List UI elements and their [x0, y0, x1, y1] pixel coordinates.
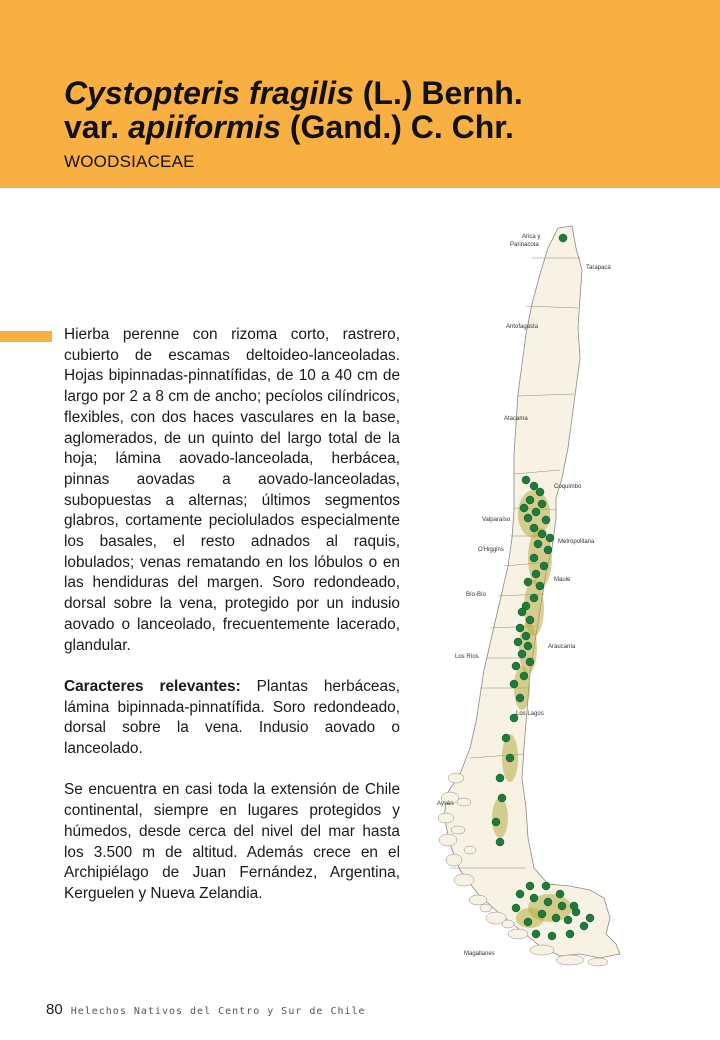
- record-point: [522, 476, 530, 484]
- species-name: Cystopteris fragilis: [64, 75, 354, 111]
- region-label-magallanes: Magallanes: [464, 951, 495, 957]
- record-point: [516, 694, 524, 702]
- region-label-atacama: Atacama: [504, 416, 528, 422]
- island: [530, 945, 554, 955]
- region-label-losrios: Los Ríos: [455, 654, 479, 660]
- island: [454, 874, 474, 886]
- relevant-characters-text: Plantas herbáceas, lámina bipinnada-pinnatífida. Soro redondeado, dorsal sobre la vena. Indusio aovado o lanceolado.: [64, 677, 400, 758]
- island: [448, 773, 464, 783]
- distribution-area: [492, 798, 508, 838]
- region-label-coquimbo: Coquimbo: [554, 484, 582, 490]
- record-point: [506, 754, 514, 762]
- record-point: [532, 570, 540, 578]
- record-point: [512, 904, 520, 912]
- island: [508, 929, 528, 939]
- island: [464, 846, 476, 854]
- record-point: [586, 914, 594, 922]
- record-point: [564, 916, 572, 924]
- region-label-araucania: Araucanía: [548, 644, 576, 650]
- variety-name: apiiformis: [128, 109, 281, 145]
- island: [588, 958, 608, 966]
- record-point: [536, 582, 544, 590]
- record-point: [518, 608, 526, 616]
- record-point: [496, 774, 504, 782]
- record-point: [556, 890, 564, 898]
- record-point: [512, 662, 520, 670]
- description-paragraph: Hierba perenne con rizoma corto, rastrero, cubierto de escamas deltoideo-lanceoladas. Hojas bipinnadas-pinnatífidas, de 10 a 40 cm de largo por 2 a 8 cm de ancho; pecíolos cilíndricos, flexibles, con dos haces vasculares en la base, aglomerados, de un quinto del largo total de la hoja; lámina aovado-lanceolada, herbácea, pinnas aovadas a aovado-lanceoladas, subopuestas a alternas; últimos segmentos glabros, cortamente peciolulados especialmente los basales, el resto adnados al raquis, lobulados; venas rematando en los lóbulos o en las hendiduras del margen. Soro redondeado, dorsal sobre la vena, protegido por un indusio aovado o lanceolado, frecuentemente lacerado, glandular.: [64, 326, 400, 654]
- record-point: [580, 922, 588, 930]
- record-point: [538, 500, 546, 508]
- island: [457, 798, 471, 806]
- island: [438, 813, 454, 823]
- record-point: [548, 932, 556, 940]
- section-marker: [0, 331, 52, 342]
- island: [446, 854, 462, 866]
- record-point: [530, 524, 538, 532]
- record-point: [538, 910, 546, 918]
- island: [502, 920, 514, 928]
- record-point: [532, 930, 540, 938]
- record-point: [544, 546, 552, 554]
- region-label-metropolitana: Metropolitana: [558, 539, 595, 545]
- record-point: [498, 794, 506, 802]
- variety-author: (Gand.) C. Chr.: [280, 109, 514, 145]
- record-point: [516, 624, 524, 632]
- island: [451, 826, 465, 834]
- record-point: [558, 902, 566, 910]
- record-point: [524, 918, 532, 926]
- record-point: [522, 632, 530, 640]
- record-point: [496, 838, 504, 846]
- record-point: [546, 534, 554, 542]
- record-point: [526, 496, 534, 504]
- record-point: [526, 658, 534, 666]
- record-point: [520, 672, 528, 680]
- record-point: [502, 734, 510, 742]
- region-label-arica-line1: Arica y: [522, 234, 541, 240]
- record-point: [514, 638, 522, 646]
- island: [469, 895, 487, 905]
- record-point: [520, 504, 528, 512]
- record-point: [524, 514, 532, 522]
- record-point: [542, 516, 550, 524]
- page-number: 80: [46, 1001, 63, 1018]
- region-label-arica-line2: Parinacota: [510, 242, 539, 248]
- record-point: [544, 898, 552, 906]
- record-point: [530, 482, 538, 490]
- relevant-characters-paragraph: [64, 677, 400, 760]
- distribution-map: [430, 218, 720, 978]
- record-point: [518, 650, 526, 658]
- region-label-maule: Maule: [554, 577, 571, 583]
- family-name: WOODSIACEAE: [64, 152, 195, 171]
- region-label-ohiggins: O'Higgins: [478, 547, 504, 553]
- region-label-aysen: Aysén: [437, 801, 454, 807]
- island: [480, 904, 492, 912]
- region-label-loslagos: Los Lagos: [516, 711, 544, 717]
- record-point: [538, 530, 546, 538]
- record-point: [566, 930, 574, 938]
- record-point: [542, 882, 550, 890]
- region-label-tarapaca: Tarapacá: [586, 265, 611, 271]
- species-author: (L.) Bernh.: [353, 75, 523, 111]
- book-title: Helechos Nativos del Centro y Sur de Chile: [70, 1006, 366, 1017]
- island: [439, 834, 457, 846]
- variety-prefix: var.: [64, 109, 129, 145]
- distribution-paragraph: Se encuentra en casi toda la extensión de Chile continental, siempre en lugares protegidos y húmedos, desde cerca del nivel del mar hasta los 3.500 m de altitud. Además crece en el Archipiélago de Juan Fernández, Argentina, Kerguelen y Nueva Zelandia.: [64, 781, 400, 902]
- island: [556, 955, 584, 965]
- record-point: [540, 562, 548, 570]
- record-point: [492, 818, 500, 826]
- species-description: [64, 325, 400, 925]
- record-point: [534, 540, 542, 548]
- record-point: [526, 616, 534, 624]
- record-point: [526, 882, 534, 890]
- record-point: [530, 554, 538, 562]
- record-point: [524, 578, 532, 586]
- record-point: [530, 894, 538, 902]
- record-point: [516, 890, 524, 898]
- record-point: [536, 488, 544, 496]
- region-label-arica: [510, 234, 540, 248]
- title-banner: [0, 0, 720, 188]
- region-label-biobio: Bío-Bío: [466, 592, 487, 598]
- record-point: [510, 680, 518, 688]
- record-point: [570, 902, 578, 910]
- record-point: [559, 234, 567, 242]
- record-point: [532, 508, 540, 516]
- region-label-antofagasta: Antofagasta: [506, 324, 539, 330]
- region-label-valparaiso: Valparaíso: [482, 517, 511, 523]
- page-footer: [46, 1001, 366, 1018]
- relevant-characters-label: Caracteres relevantes:: [64, 677, 241, 695]
- species-title: [64, 76, 523, 144]
- record-point: [530, 594, 538, 602]
- record-point: [552, 914, 560, 922]
- record-point: [524, 642, 532, 650]
